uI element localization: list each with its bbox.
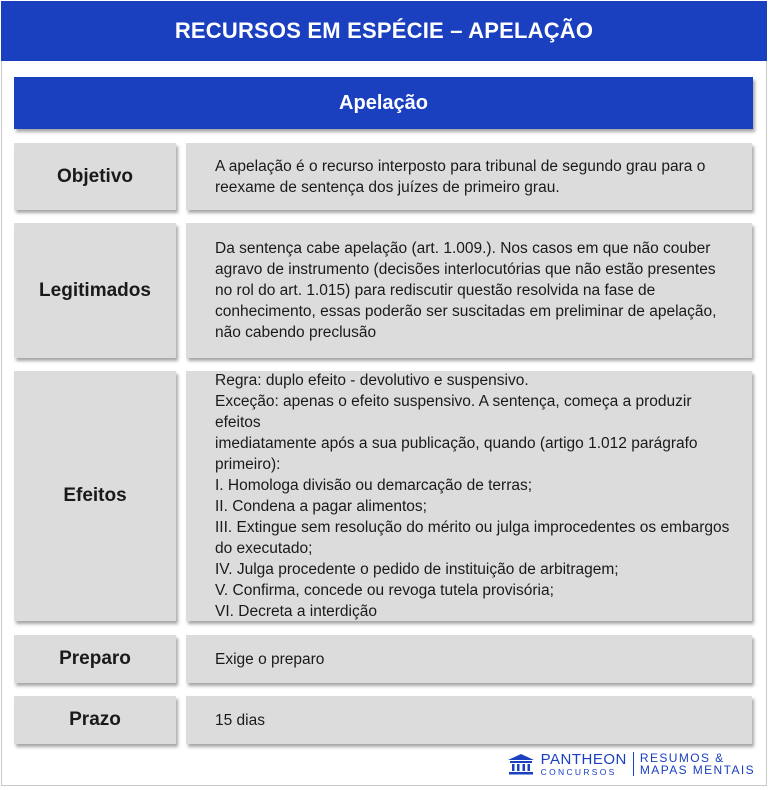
content-line: I. Homologa divisão ou demarcação de terras;: [215, 477, 533, 494]
content-line: Da sentença cabe apelação (art. 1.009.). Nos casos em que não couber: [215, 240, 711, 257]
brand: [541, 752, 627, 777]
row-content-preparo: [186, 635, 752, 683]
temple-icon: [507, 753, 535, 775]
row-label-efeitos: Efeitos: [14, 371, 176, 621]
content-line: Exige o preparo: [215, 650, 325, 668]
content-line: 15 dias: [215, 711, 265, 729]
row-content-legitimados: [186, 223, 752, 358]
brand-separator: [633, 752, 634, 776]
content-line: VI. Decreta a interdição: [215, 603, 377, 620]
content-line: A apelação é o recurso interposto para tribunal de segundo grau para o: [215, 157, 706, 175]
row-label-objetivo: Objetivo: [14, 143, 176, 210]
brand-name: PANTHEON: [540, 750, 627, 768]
brand-sub: CONCURSOS: [540, 766, 617, 777]
content-line: imediatamente após a sua publicação, quando (artigo 1.012 parágrafo: [215, 435, 698, 452]
row-content-objetivo: [186, 143, 752, 210]
footer-logo: [507, 749, 755, 779]
content-line: Exceção: apenas o efeito suspensivo. A sentença, começa a produzir efeitos: [215, 393, 692, 431]
content-line: Regra: duplo efeito - devolutivo e suspensivo.: [215, 372, 529, 389]
content-line: IV. Julga procedente o pedido de instituição de arbitragem;: [215, 561, 619, 578]
row-label-prazo: Prazo: [14, 696, 176, 744]
content-line: II. Condena a pagar alimentos;: [215, 498, 427, 515]
content-line: V. Confirma, concede ou revoga tutela provisória;: [215, 582, 554, 599]
section-title: Apelação: [14, 77, 753, 129]
content-line: não cabendo preclusão: [215, 324, 377, 341]
row-label-legitimados: Legitimados: [14, 223, 176, 358]
content-line: do executado;: [215, 540, 313, 557]
brand-tagline: [640, 752, 755, 776]
row-content-prazo: [186, 696, 752, 744]
page-title: RECURSOS EM ESPÉCIE – APELAÇÃO: [1, 1, 767, 61]
content-line: no rol do art. 1.015) para rediscutir questão resolvida na fase de: [215, 282, 656, 299]
content-line: agravo de instrumento (decisões interlocutórias que não estão presentes: [215, 261, 716, 278]
row-label-preparo: Preparo: [14, 635, 176, 683]
tagline-line-2: MAPAS MENTAIS: [639, 763, 755, 777]
content-line: primeiro):: [215, 456, 281, 473]
content-line: III. Extingue sem resolução do mérito ou julga improcedentes os embargos: [215, 519, 730, 536]
content-line: conhecimento, essas poderão ser suscitadas em preliminar de apelação,: [215, 303, 717, 320]
tagline-line-1: RESUMOS &: [639, 751, 725, 765]
content-line: reexame de sentença dos juízes de primeiro grau.: [215, 178, 560, 196]
row-content-efeitos: [186, 371, 752, 621]
